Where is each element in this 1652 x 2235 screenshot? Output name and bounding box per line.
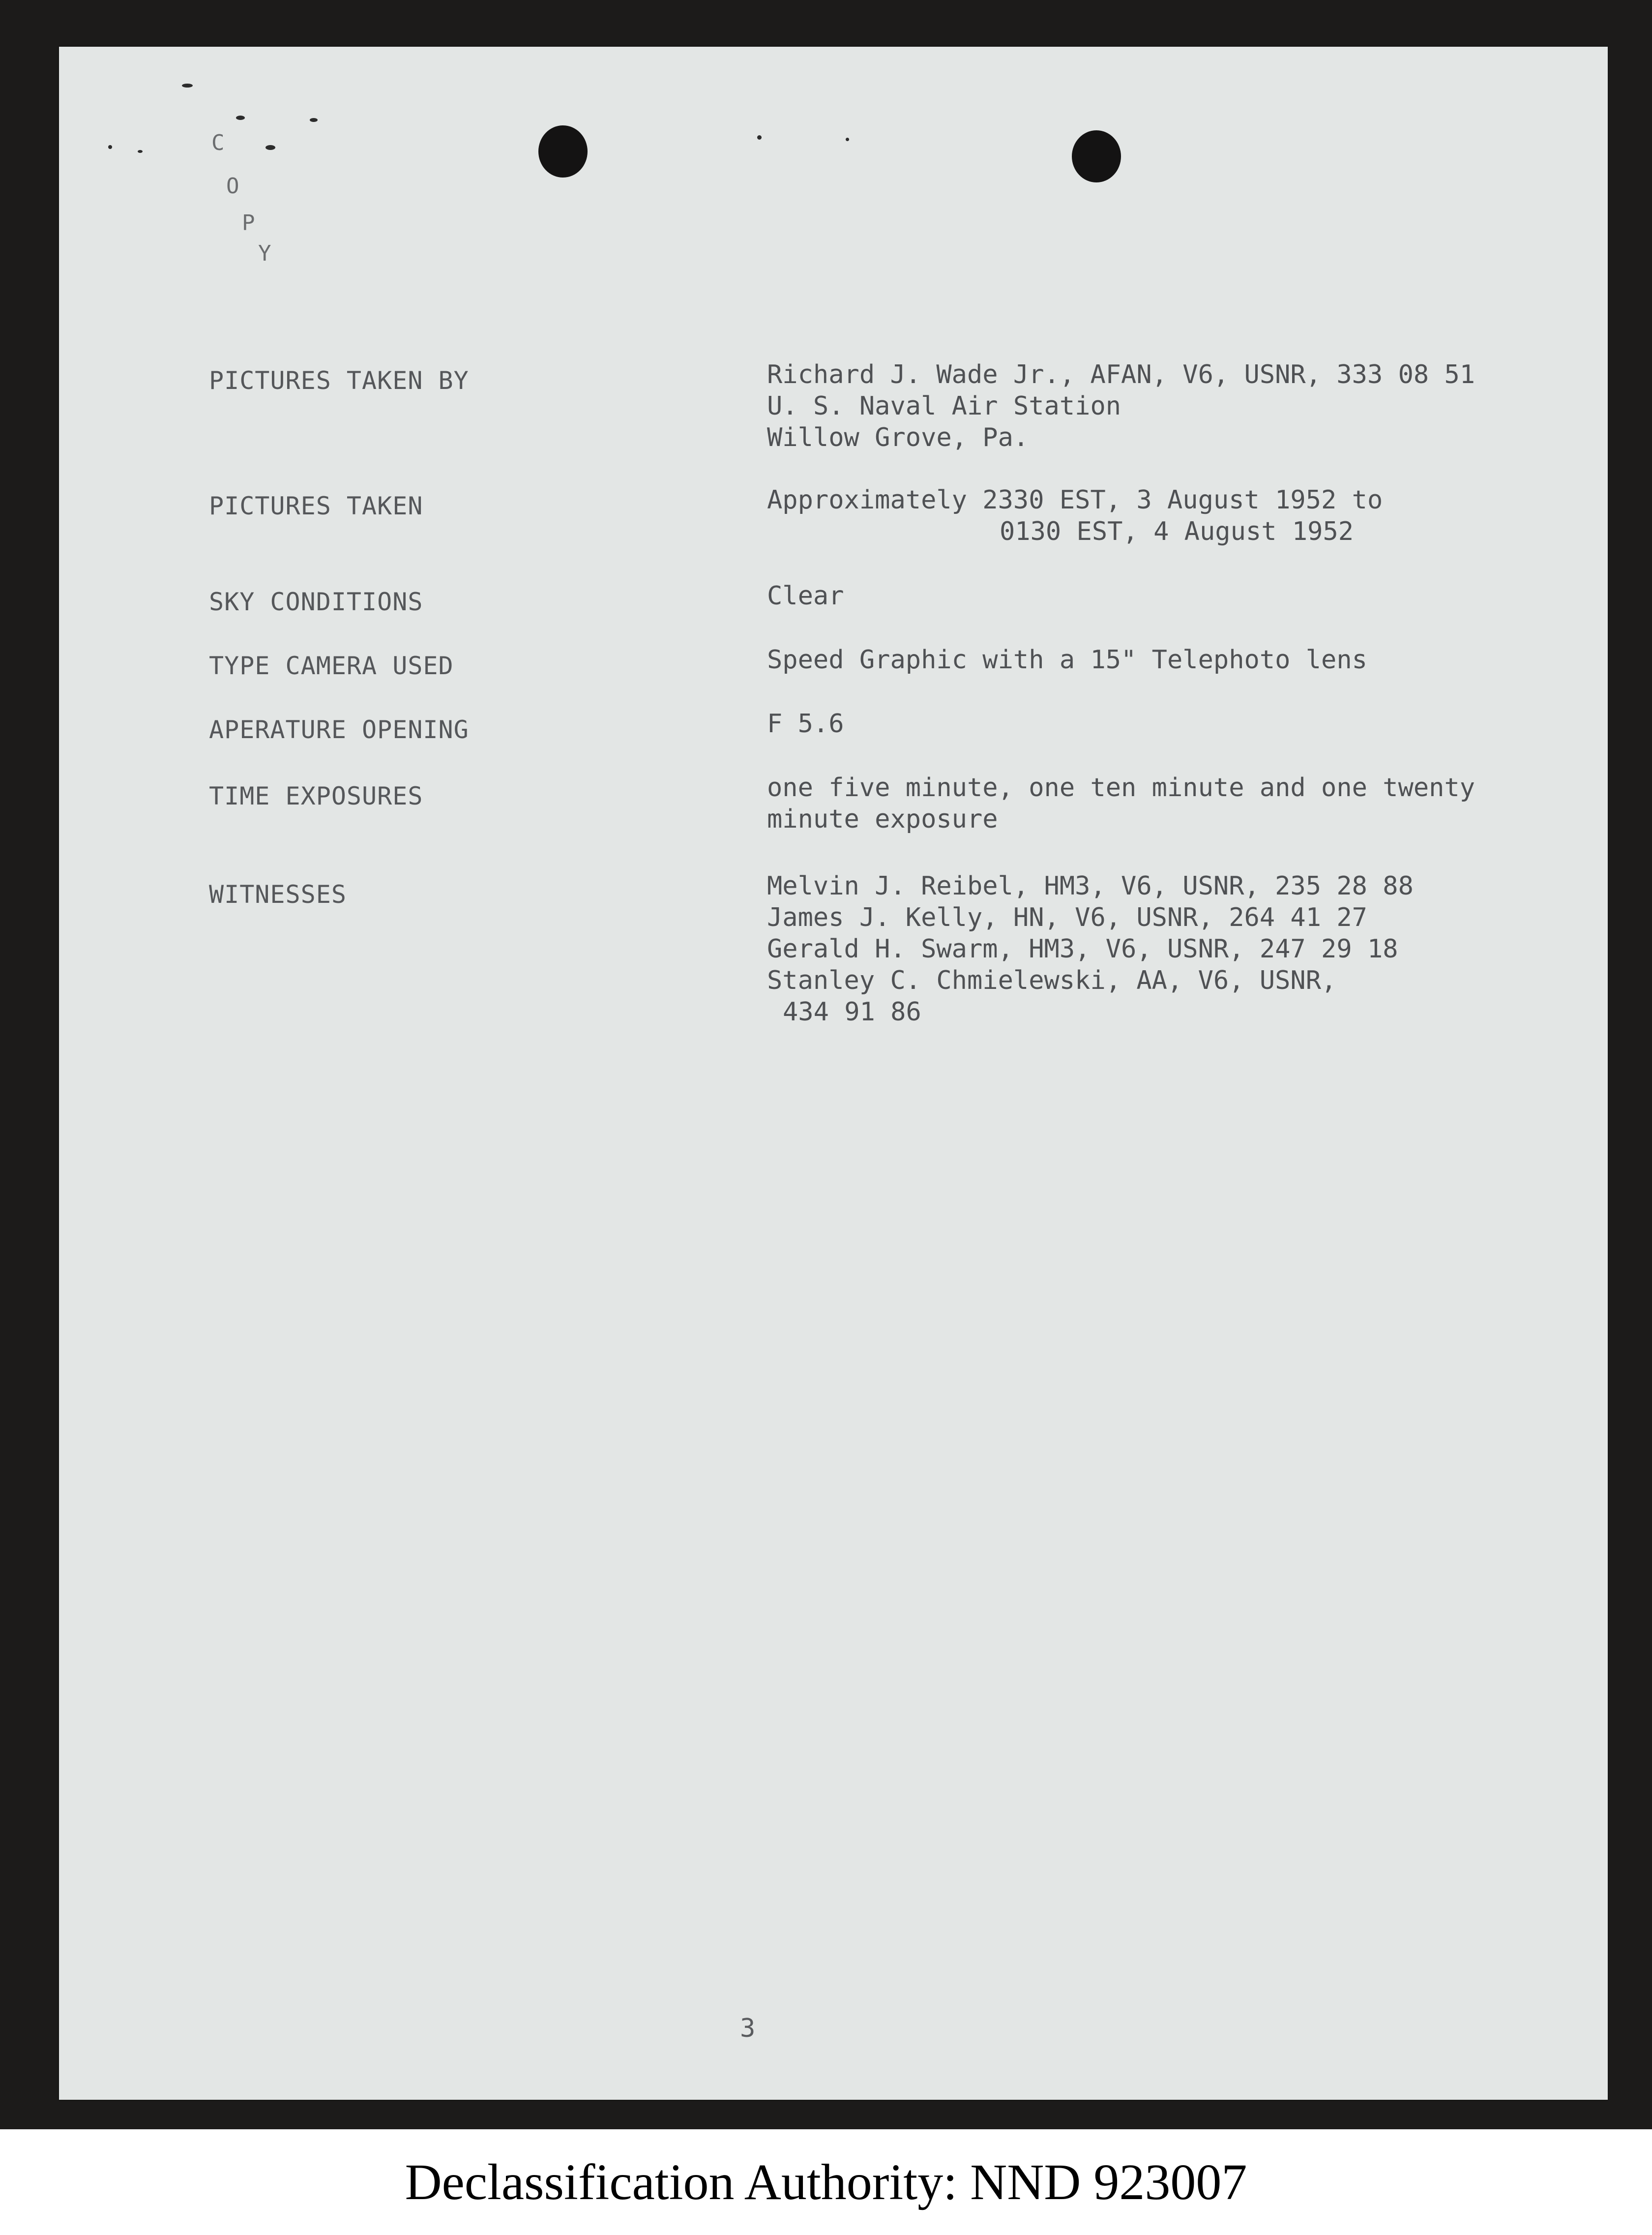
field-value-time-exposures: [767, 772, 1475, 835]
ink-speck: [108, 145, 112, 149]
document-page: [59, 47, 1608, 2100]
field-label-pictures-taken: PICTURES TAKEN: [209, 492, 423, 520]
ink-speck: [182, 84, 193, 88]
field-label-type-camera-used: TYPE CAMERA USED: [209, 652, 454, 680]
field-value-pictures-taken-by: [767, 359, 1475, 453]
value-line: Gerald H. Swarm, HM3, V6, USNR, 247 29 18: [767, 934, 1398, 964]
value-line: Willow Grove, Pa.: [767, 423, 1029, 452]
copy-mark-letter: O: [226, 174, 239, 199]
punch-hole-right: [1072, 130, 1121, 182]
declassification-footer: Declassification Authority: NND 923007: [0, 2129, 1652, 2235]
value-line: minute exposure: [767, 805, 998, 834]
value-line: Stanley C. Chmielewski, AA, V6, USNR,: [767, 966, 1337, 995]
ink-speck: [138, 150, 143, 153]
field-label-aperature-opening: APERATURE OPENING: [209, 715, 469, 744]
field-value-witnesses: [767, 870, 1414, 1028]
field-value-aperature-opening: [767, 708, 844, 740]
field-value-pictures-taken: [767, 484, 1383, 547]
ink-speck: [236, 116, 245, 120]
field-label-witnesses: WITNESSES: [209, 880, 347, 909]
value-line: James J. Kelly, HN, V6, USNR, 264 41 27: [767, 903, 1367, 932]
page-number: 3: [740, 2014, 756, 2043]
copy-mark-letter: C: [211, 130, 225, 155]
copy-mark-letter: Y: [258, 241, 271, 266]
value-line: U. S. Naval Air Station: [767, 391, 1121, 421]
field-value-sky-conditions: [767, 580, 844, 612]
value-line: Richard J. Wade Jr., AFAN, V6, USNR, 333 08 51: [767, 360, 1475, 389]
value-line: Clear: [767, 581, 844, 611]
value-line: Approximately 2330 EST, 3 August 1952 to: [767, 485, 1383, 515]
value-line: Melvin J. Reibel, HM3, V6, USNR, 235 28 88: [767, 871, 1414, 901]
value-line: one five minute, one ten minute and one twenty: [767, 773, 1475, 803]
field-label-sky-conditions: SKY CONDITIONS: [209, 588, 423, 616]
value-line: 0130 EST, 4 August 1952: [1000, 517, 1354, 546]
field-label-time-exposures: TIME EXPOSURES: [209, 782, 423, 810]
field-label-pictures-taken-by: PICTURES TAKEN BY: [209, 366, 469, 395]
ink-speck: [266, 145, 275, 150]
punch-hole-left: [538, 125, 588, 178]
copy-mark-letter: P: [242, 210, 255, 236]
value-line: Speed Graphic with a 15" Telephoto lens: [767, 645, 1367, 675]
value-line: 434 91 86: [783, 997, 921, 1027]
value-line: F 5.6: [767, 709, 844, 739]
field-value-type-camera-used: [767, 644, 1367, 676]
ink-speck: [757, 135, 762, 140]
ink-speck: [846, 138, 849, 141]
ink-speck: [310, 118, 318, 122]
